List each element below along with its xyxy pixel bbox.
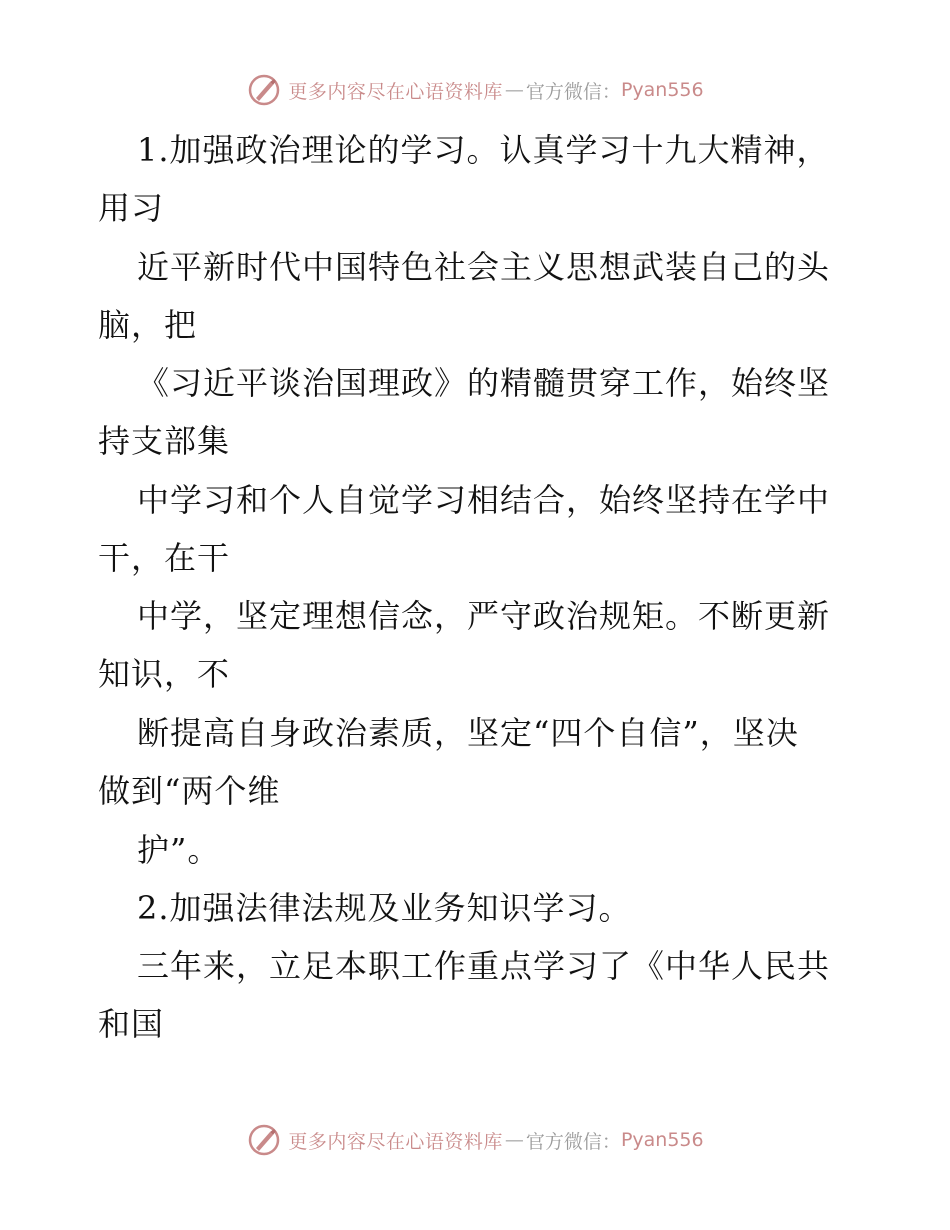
text-line: 知识，不 xyxy=(98,655,231,693)
watermark-text: 更多内容尽在心语资料库 xyxy=(288,80,503,103)
text-line: 做到“两个维 xyxy=(98,772,281,810)
text-line: 用习 xyxy=(98,189,165,227)
text-line: 中学习和个人自觉学习相结合，始终坚持在学中 xyxy=(137,481,831,519)
footer-watermark xyxy=(0,1120,950,1160)
text-line: 近平新时代中国特色社会主义思想武装自己的头 xyxy=(137,248,831,286)
watermark-wechat-id: Pyan556 xyxy=(620,1129,704,1151)
text-line: 中学，坚定理想信念，严守政治规矩。不断更新 xyxy=(137,597,831,635)
watermark-separator: — xyxy=(504,1129,524,1151)
pen-logo-icon xyxy=(246,1122,282,1158)
watermark-wechat-label: 官方微信： xyxy=(525,80,621,103)
watermark-separator: — xyxy=(504,79,524,101)
watermark-text: 更多内容尽在心语资料库 xyxy=(288,1130,503,1153)
text-line: 脑，把 xyxy=(98,306,198,344)
text-line: 护”。 xyxy=(137,831,221,869)
watermark-wechat-label: 官方微信： xyxy=(525,1130,621,1153)
text-line: 2.加强法律法规及业务知识学习。 xyxy=(137,889,632,927)
text-line: 断提高自身政治素质，坚定“四个自信”，坚决 xyxy=(137,714,799,752)
text-line: 和国 xyxy=(98,1005,165,1043)
text-line: 干，在干 xyxy=(98,539,231,577)
text-line: 1.加强政治理论的学习。认真学习十九大精神， xyxy=(137,131,830,169)
text-line: 三年来，立足本职工作重点学习了《中华人民共 xyxy=(137,947,831,985)
text-line: 《习近平谈治国理政》的精髓贯穿工作，始终坚 xyxy=(137,364,831,402)
watermark-wechat-id: Pyan556 xyxy=(620,79,704,101)
text-line: 持支部集 xyxy=(98,422,231,460)
